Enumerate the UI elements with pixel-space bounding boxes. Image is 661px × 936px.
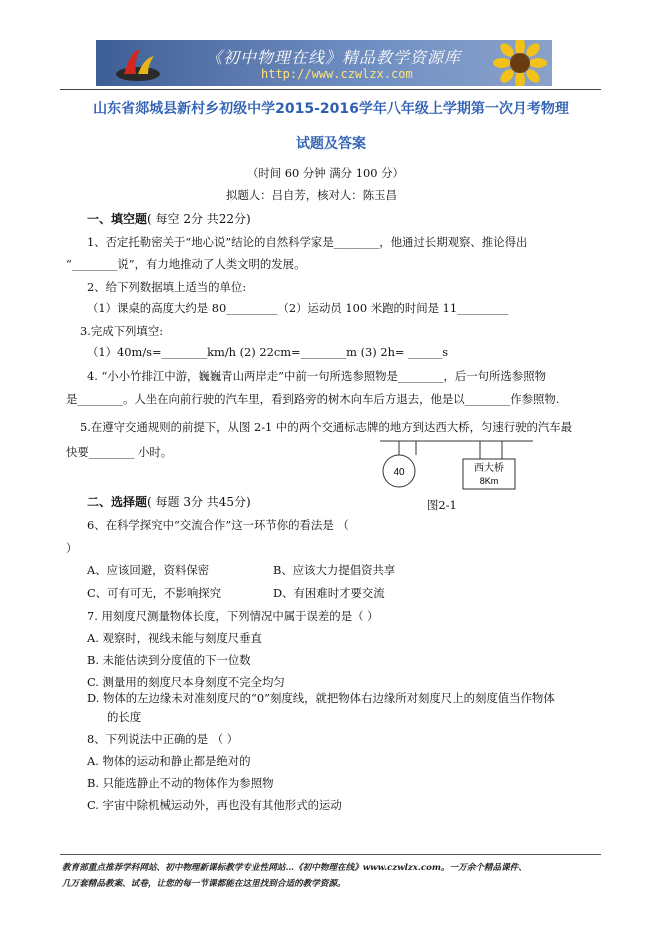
traffic-signs-figure xyxy=(378,437,538,497)
section1-note: ( 每空 2分 共22分) xyxy=(147,212,251,226)
q6-option-d: D、有困难时才要交流 xyxy=(273,586,385,600)
header-banner xyxy=(96,40,552,86)
logo-icon xyxy=(114,44,162,84)
banner-url: http://www.czwlzx.com xyxy=(261,67,413,81)
section1-title: 一、填空题 xyxy=(87,212,148,226)
q3-items: （1）40m/s=________km/h (2) 22cm=________m (3) 2h= ______s xyxy=(87,345,449,359)
section2-title: 二、选择题 xyxy=(87,495,148,509)
q7-stem: 7. 用刻度尺测量物体长度，下列情况中属于误差的是（ ） xyxy=(87,609,379,623)
dest-distance: 8Km xyxy=(479,476,499,486)
header-rule xyxy=(60,89,601,90)
q5-line2: 快要________ 小时。 xyxy=(66,445,173,459)
section2-note: ( 每题 3分 共45分) xyxy=(147,495,251,509)
q4-line2: 是________。人坐在向前行驶的汽车里，看到路旁的树木向车后方退去，他是以________作参照物. xyxy=(66,392,560,406)
doc-title-line2: 试题及答案 xyxy=(296,136,366,152)
footer-rule xyxy=(60,854,601,855)
q3-stem: 3.完成下列填空: xyxy=(80,324,164,338)
q8-stem: 8、下列说法中正确的是 （ ） xyxy=(87,732,239,746)
q4-line1: 4. “小小竹排江中游，巍巍青山两岸走”中前一句所选参照物是________，后一句所选参照物 xyxy=(87,369,546,383)
time-info: （时间 60 分钟 满分 100 分） xyxy=(247,166,404,180)
q7-option-d: D. 物体的左边缘未对准刻度尺的“0”刻度线，就把物体右边缘所对刻度尺上的刻度值当作物体 xyxy=(87,691,555,705)
q7-option-a: A. 观察时，视线未能与刻度尺垂直 xyxy=(87,631,262,645)
figure-caption: 图2-1 xyxy=(427,498,457,512)
section1-heading xyxy=(87,210,251,227)
q7-option-c: C. 测量用的刻度尺本身刻度不完全均匀 xyxy=(87,675,285,689)
banner-title: 《初中物理在线》精品教学资源库 xyxy=(206,48,462,67)
q8-option-a: A. 物体的运动和静止都是绝对的 xyxy=(87,754,251,768)
q1-line2: “________说”，有力地推动了人类文明的发展。 xyxy=(66,257,306,271)
q8-option-c: C. 宇宙中除机械运动外，再也没有其他形式的运动 xyxy=(87,798,342,812)
footer-line2: 几万套精品教案、试卷，让您的每一节课都能在这里找到合适的教学资源。 xyxy=(62,879,346,889)
dest-name: 西大桥 xyxy=(474,463,504,474)
q6-option-c: C、可有可无，不影响探究 xyxy=(87,586,222,600)
speed-limit-value: 40 xyxy=(393,467,405,478)
q6-line1: 6、在科学探究中“交流合作”这一环节你的看法是 （ xyxy=(87,518,349,532)
q7-option-d-cont: 的长度 xyxy=(107,710,142,724)
q6-line2: ） xyxy=(66,541,78,555)
section2-heading xyxy=(87,493,251,510)
doc-title-line1: 山东省郯城县新村乡初级中学2015-2016学年八年级上学期第一次月考物理 xyxy=(93,101,569,117)
q2-stem: 2、给下列数据填上适当的单位: xyxy=(87,280,247,294)
q8-option-b: B. 只能选静止不动的物体作为参照物 xyxy=(87,776,274,790)
footer-line1: 教育部重点推荐学科网站、初中物理新课标教学专业性网站…《初中物理在线》www.czwlzx.com。一万余个精品课件、 xyxy=(62,863,527,873)
q7-option-b: B. 未能估读到分度值的下一位数 xyxy=(87,653,251,667)
q2-items: （1）课桌的高度大约是 80_________（2）运动员 100 米跑的时间是 11_________ xyxy=(87,301,509,315)
q1-line1: 1、否定托勒密关于“地心说”结论的自然科学家是________，他通过长期观察、推论得出 xyxy=(87,235,528,249)
q6-option-b: B、应该大力提倡资共享 xyxy=(273,563,396,577)
q6-option-a: A、应该回避，资料保密 xyxy=(87,563,210,577)
author-info: 拟题人：吕自芳，核对人：陈玉昌 xyxy=(226,188,397,202)
sunflower-icon xyxy=(488,40,552,86)
q5-line1: 5.在遵守交通规则的前提下，从图 2-1 中的两个交通标志牌的地方到达西大桥，匀速行驶的汽车最 xyxy=(80,420,573,434)
